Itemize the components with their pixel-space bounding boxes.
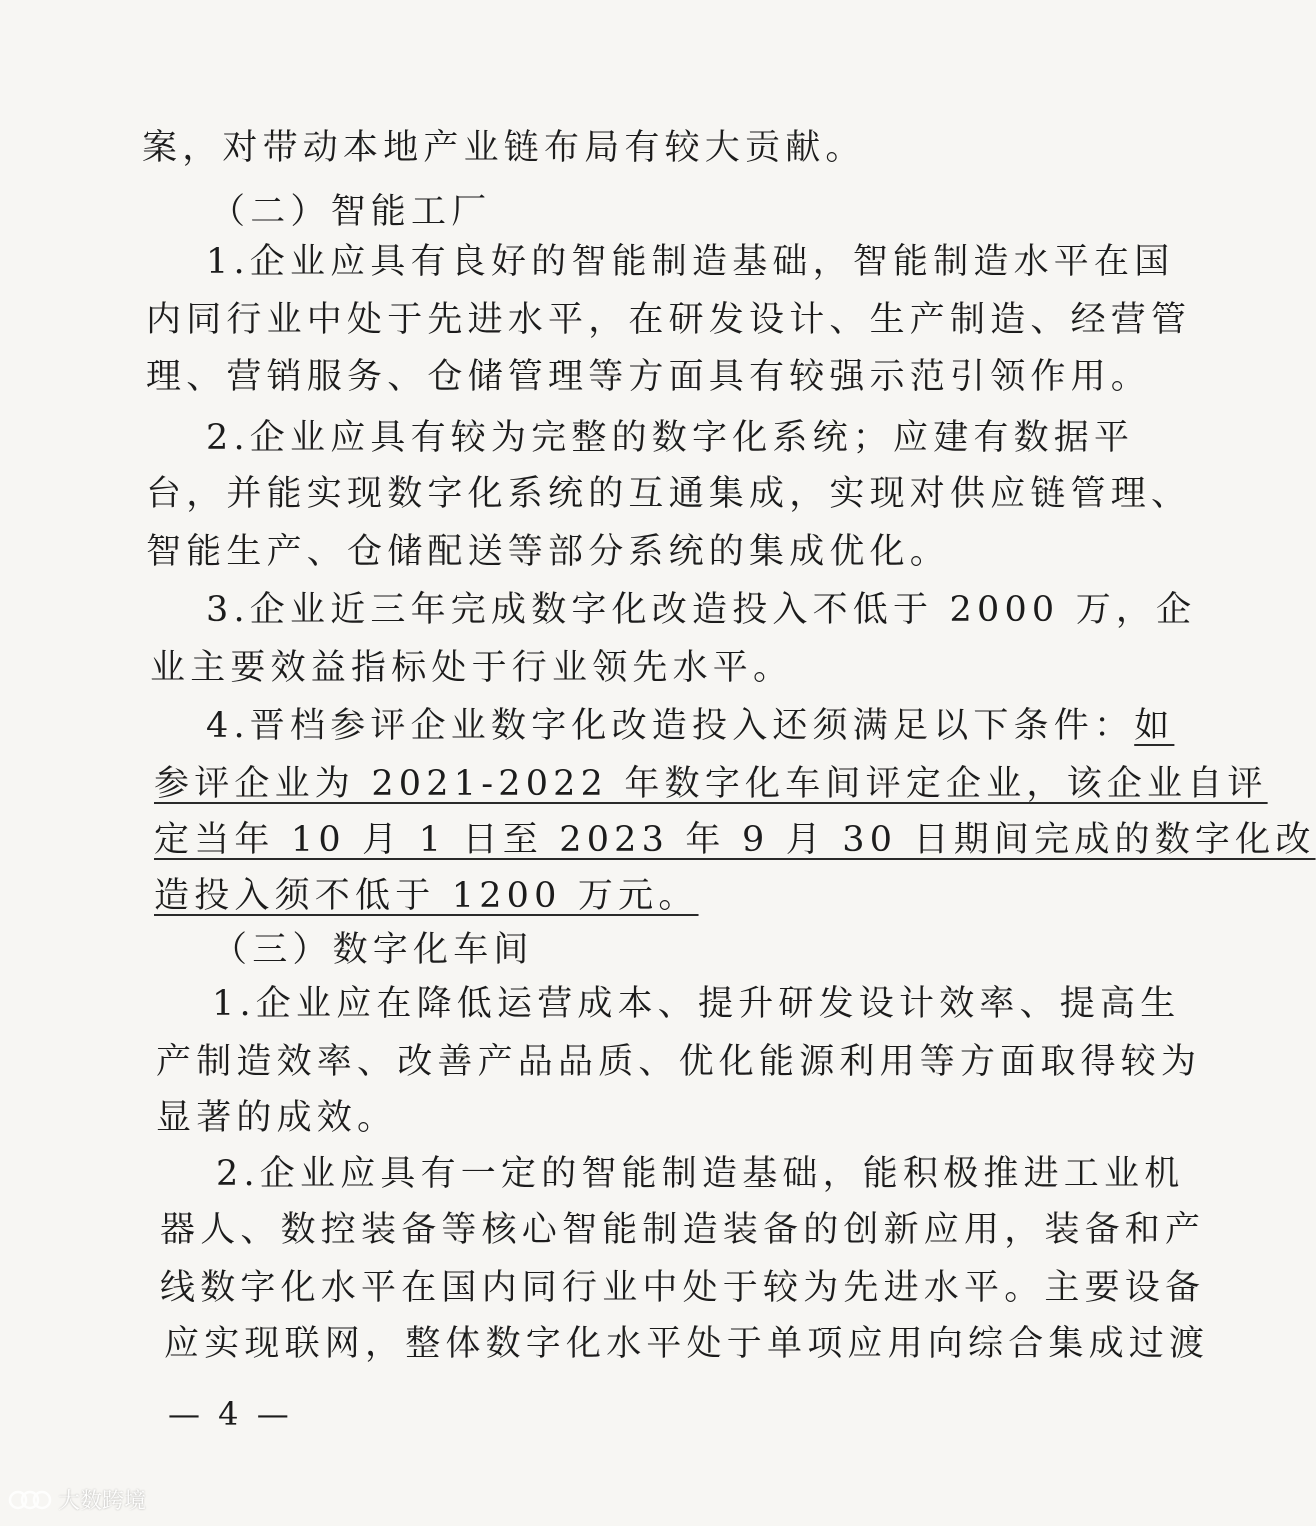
section-heading-digital-workshop: （三）数字化车间: [212, 930, 534, 970]
text-line-18: 产制造效率、改善产品品质、优化能源利用等方面取得较为: [156, 1042, 1202, 1082]
text-line-19: 显著的成效。: [156, 1098, 398, 1138]
text-line-1: 案，对带动本地产业链布局有较大贡献。: [142, 128, 866, 168]
text-line-11-lead: 4.晋档参评企业数字化改造投入还须满足以下条件：: [206, 706, 1135, 746]
text-line-6: 2.企业应具有较为完整的数字化系统；应建有数据平: [206, 418, 1135, 458]
underlined-text-line-1: 参评企业为 2021-2022 年数字化车间评定企业，该企业自评: [154, 764, 1268, 804]
text-line-9: 3.企业近三年完成数字化改造投入不低于 2000 万，企: [206, 590, 1197, 630]
text-line-20: 2.企业应具有一定的智能制造基础，能积极推进工业机: [216, 1154, 1185, 1194]
watermark: [8, 1484, 146, 1515]
text-line-5: 理、营销服务、仓储管理等方面具有较强示范引领作用。: [146, 357, 1152, 397]
underlined-text-line-3: 造投入须不低于 1200 万元。: [154, 876, 699, 916]
text-line-3: 1.企业应具有良好的智能制造基础，智能制造水平在国: [206, 242, 1175, 282]
text-line-11: [206, 706, 1174, 746]
brand-logo-icon: [8, 1487, 52, 1513]
text-line-8: 智能生产、仓储配送等部分系统的集成优化。: [146, 532, 951, 572]
section-heading-smart-factory: （二）智能工厂: [210, 192, 492, 232]
text-line-17: 1.企业应在降低运营成本、提升研发设计效率、提高生: [212, 984, 1181, 1024]
text-line-22: 线数字化水平在国内同行业中处于较为先进水平。主要设备: [160, 1268, 1206, 1308]
text-line-4: 内同行业中处于先进水平，在研发设计、生产制造、经营管: [146, 300, 1192, 340]
page-number: — 4 —: [168, 1395, 293, 1433]
watermark-text: 大数跨境: [58, 1489, 147, 1514]
underlined-text-start: 如: [1134, 706, 1175, 746]
underlined-text-line-2: 定当年 10 月 1 日至 2023 年 9 月 30 日期间完成的数字化改: [154, 820, 1316, 860]
text-line-7: 台，并能实现数字化系统的互通集成，实现对供应链管理、: [146, 474, 1192, 514]
text-line-21: 器人、数控装备等核心智能制造装备的创新应用，装备和产: [160, 1210, 1206, 1250]
text-line-23: 应实现联网，整体数字化水平处于单项应用向综合集成过渡: [164, 1324, 1210, 1364]
text-line-10: 业主要效益指标处于行业领先水平。: [150, 648, 794, 688]
